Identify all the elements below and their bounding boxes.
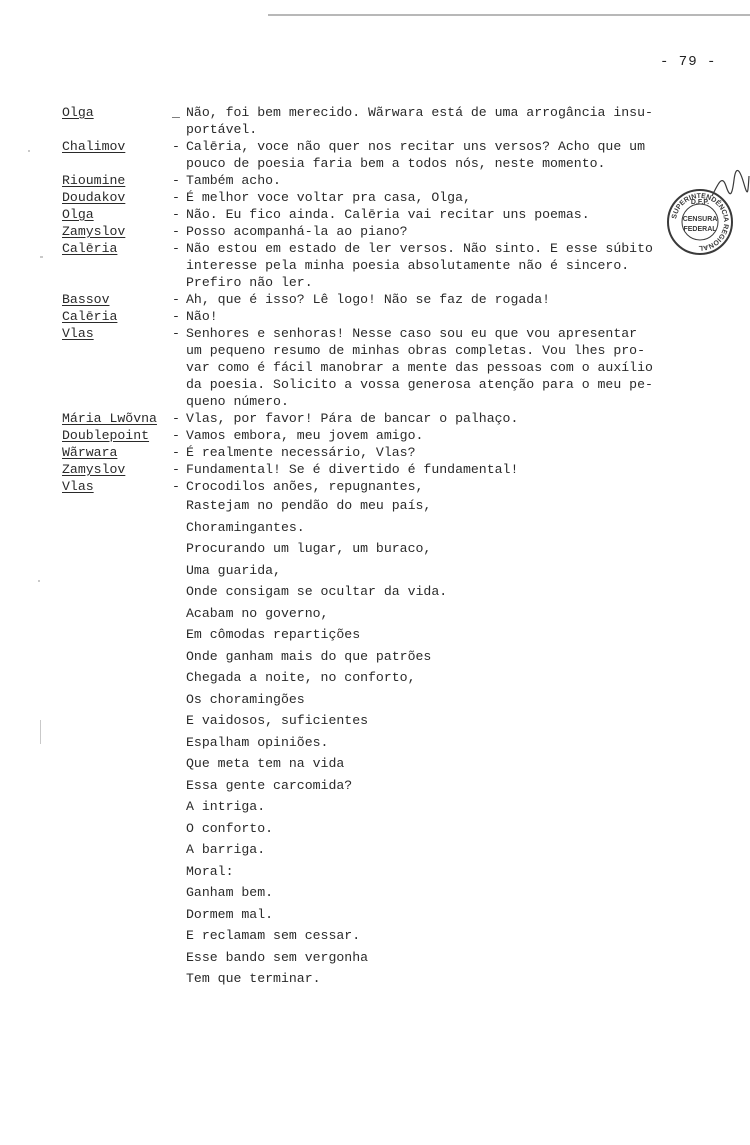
speech-line: um pequeno resumo de minhas obras completas. Vou lhes pro-	[186, 343, 645, 358]
speaker-dash: -	[172, 190, 180, 205]
speaker-dash: -	[172, 139, 180, 154]
speaker-name: Vlas	[62, 326, 94, 341]
verse-line: Rastejam no pendão do meu país,	[186, 498, 432, 513]
stamp-center-line2: FEDERAL	[683, 226, 717, 233]
verse-line: Chegada a noite, no conforto,	[186, 670, 416, 685]
verse-line: Uma guarida,	[186, 562, 281, 578]
speech-line: É realmente necessário, Vlas?	[186, 445, 416, 460]
verse-line: E reclamam sem cessar.	[186, 928, 361, 943]
scan-margin-mark	[40, 720, 41, 744]
speech-line: Vlas, por favor! Pára de bancar o palhaço.	[186, 411, 519, 426]
signature-scrawl	[710, 166, 750, 202]
stamp-ring-text: SUPERINTENDÊNCIA REGIONAL	[671, 192, 730, 252]
speaker-name: Calēria	[62, 241, 118, 256]
verse-line: Procurando um lugar, um buraco,	[186, 541, 432, 556]
speaker-dash: -	[172, 309, 180, 324]
speaker-name: Zamyslov	[62, 462, 126, 477]
speech-line: Não, foi bem merecido. Wãrwara está de uma arrogância insu-	[186, 105, 653, 120]
verse-line: A intriga.	[186, 799, 266, 814]
speech-line: da poesia. Solicito a vossa generosa atenção para o meu pe-	[186, 377, 653, 392]
speaker-dash: -	[172, 241, 180, 256]
speech-line: var como é fácil manobrar a mente das pessoas com o auxílio	[186, 360, 653, 375]
speaker-dash: -	[172, 292, 180, 307]
speaker-name: Doublepoint	[62, 428, 150, 443]
speech-line: Também acho.	[186, 173, 281, 188]
speaker-dash: -	[172, 462, 180, 477]
speech-line: Vamos embora, meu jovem amigo.	[186, 428, 424, 443]
speech-line: Ah, que é isso? Lê logo! Não se faz de rogada!	[186, 292, 551, 307]
verse-line: Moral:	[186, 863, 234, 879]
scan-margin-mark	[28, 150, 30, 152]
page-number: - 79 -	[660, 54, 717, 70]
verse-line: Em cômodas repartições	[186, 627, 361, 642]
speech-line: Prefiro não ler.	[186, 275, 313, 290]
speech-line: Posso acompanhá-la ao piano?	[186, 224, 408, 239]
speaker-name: Calēria	[62, 309, 118, 324]
stamp-top-text: D.F.P.	[690, 199, 710, 206]
verse-line: Ganham bem.	[186, 885, 274, 900]
speech-line: portável.	[186, 122, 258, 137]
speech-line: Calēria, voce não quer nos recitar uns versos? Acho que um	[186, 139, 645, 154]
speaker-name: Olga	[62, 105, 94, 120]
speech-line: É melhor voce voltar pra casa, Olga,	[186, 190, 471, 205]
verse-line: Esse bando sem vergonha	[186, 949, 369, 965]
speaker-dash: _	[172, 105, 180, 120]
speaker-name: Bassov	[62, 292, 110, 307]
verse-line: Espalham opiniões.	[186, 734, 329, 750]
verse-line: Acabam no governo,	[186, 605, 329, 621]
speech-line: Senhores e senhoras! Nesse caso sou eu que vou apresentar	[186, 326, 638, 341]
verse-line: Tem que terminar.	[186, 971, 321, 986]
speech-line: Fundamental! Se é divertido é fundamental!	[186, 462, 519, 477]
top-scan-rule	[268, 14, 750, 16]
verse-line: Que meta tem na vida	[186, 756, 345, 771]
verse-line: O conforto.	[186, 820, 274, 836]
speech-line: queno número.	[186, 394, 289, 409]
verse-line: Onde ganham mais do que patrões	[186, 648, 432, 664]
verse-line: Choramingantes.	[186, 519, 305, 535]
speaker-dash: -	[172, 326, 180, 341]
speech-line: pouco de poesia faria bem a todos nós, neste momento.	[186, 156, 606, 171]
speaker-name: Chalimov	[62, 139, 126, 154]
scan-margin-mark	[40, 256, 43, 258]
scan-margin-mark	[38, 580, 40, 582]
speaker-name: Wãrwara	[62, 445, 118, 460]
speaker-name: Doudakov	[62, 190, 126, 205]
stamp-center-line1: CENSURA	[682, 216, 718, 223]
speaker-name: Olga	[62, 207, 94, 222]
speaker-name: Rioumine	[62, 173, 126, 188]
speaker-name: Vlas	[62, 479, 94, 494]
speaker-dash: -	[172, 173, 180, 188]
speech-line: Não!	[186, 309, 218, 324]
speech-line: interesse pela minha poesia absolutamente não é sincero.	[186, 258, 630, 273]
verse-line: E vaidosos, suficientes	[186, 713, 369, 728]
speaker-name: Mária Lwõvna	[62, 411, 157, 426]
speech-line: Não. Eu fico ainda. Calēria vai recitar uns poemas.	[186, 207, 590, 222]
speaker-name: Zamyslov	[62, 224, 126, 239]
verse-line: Os choramingões	[186, 691, 305, 707]
speech-line: Crocodilos anões, repugnantes,	[186, 479, 424, 494]
speaker-dash: -	[172, 224, 180, 239]
speaker-dash: -	[172, 411, 180, 426]
verse-line: Essa gente carcomida?	[186, 777, 353, 793]
verse-line: Dormem mal.	[186, 906, 274, 922]
censorship-stamp	[666, 188, 734, 256]
speaker-dash: -	[172, 445, 180, 460]
verse-line: Onde consigam se ocultar da vida.	[186, 584, 448, 599]
speaker-dash: -	[172, 479, 180, 494]
speaker-dash: -	[172, 428, 180, 443]
speaker-dash: -	[172, 207, 180, 222]
verse-line: A barriga.	[186, 842, 266, 857]
speech-line: Não estou em estado de ler versos. Não sinto. E esse súbito	[186, 241, 653, 256]
